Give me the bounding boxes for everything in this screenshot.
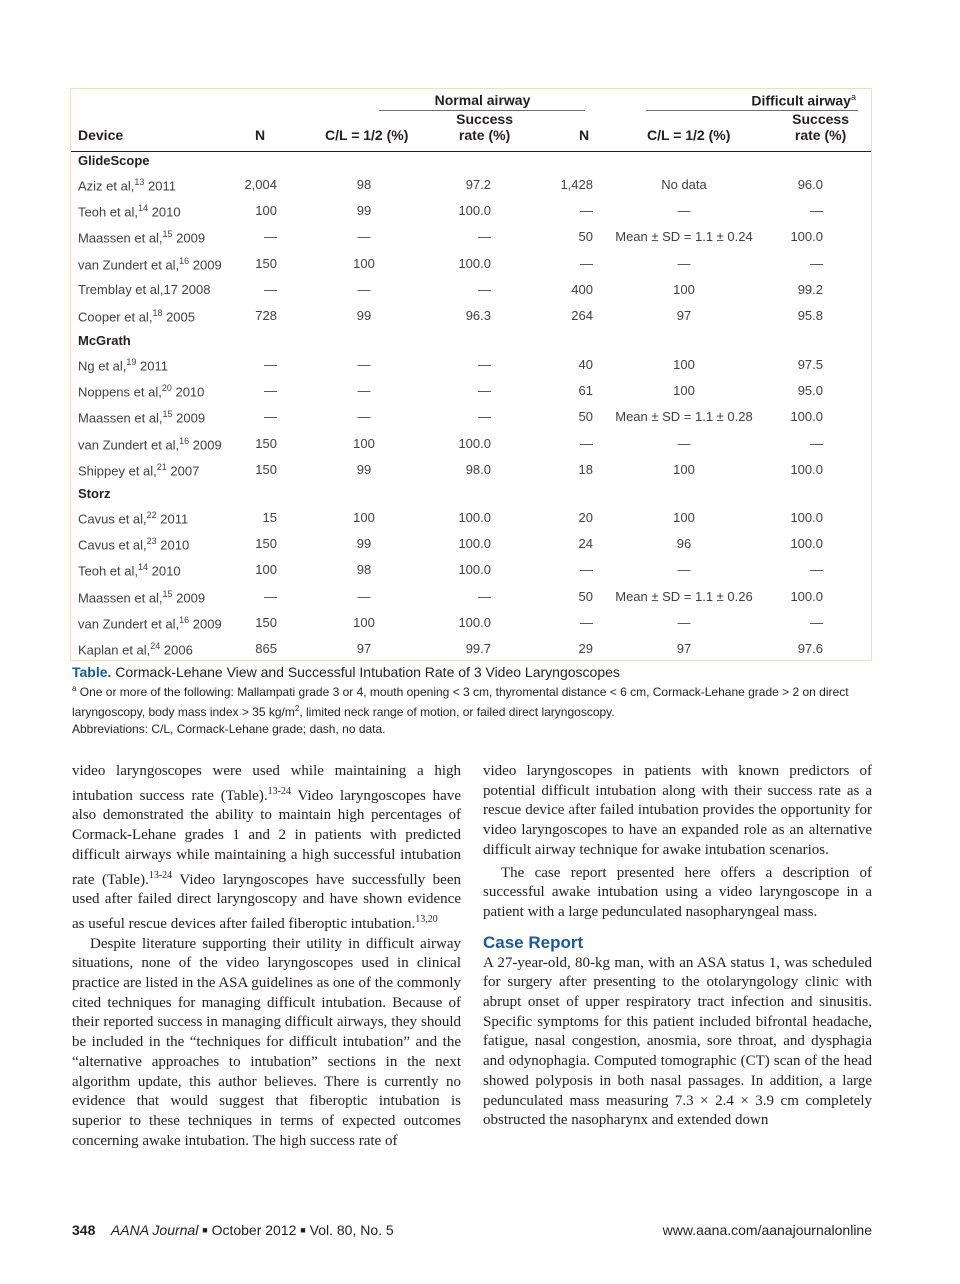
cell-success-difficult: 100.0 <box>790 461 823 477</box>
cell-n-difficult: 50 <box>578 229 593 245</box>
citation: 13-24 <box>148 869 173 881</box>
col-header-success-normal-l2: rate (%) <box>458 127 511 143</box>
cell-success-difficult: 95.8 <box>797 308 823 323</box>
col-header-success-difficult-l2: rate (%) <box>794 127 847 143</box>
cell-device <box>78 282 210 297</box>
device-year: 2007 <box>166 463 200 479</box>
col-header-cl-difficult: C/L = 1/2 (%) <box>647 127 731 143</box>
table-row <box>71 505 871 531</box>
footnote-text-1: One or more of the following: Mallampati grade 3 or 4, mouth opening < 3 cm, thyromental distance < 6 cm, Cormack-Lehane grade > 2 on direct laryngoscopy, body mass index > 35 kg/m <box>72 685 849 719</box>
cell-success-normal: — <box>478 588 491 604</box>
table-row <box>71 277 871 303</box>
cell-cl-normal: 99 <box>356 461 372 477</box>
cell-cl-difficult: 100 <box>673 461 695 477</box>
paragraph: video laryngoscopes in patients with known predictors of potential difficult intubation along with their success rate as a rescue device after failed intubation provides the opportunity for video laryngoscopes to have an expanded role as an alternative difficult airway technique for awake intubation scenarios. <box>483 763 872 858</box>
citation: 15 <box>162 409 173 420</box>
citation: 22 <box>146 510 157 520</box>
table-row <box>71 378 871 404</box>
cell-n-normal: — <box>264 588 277 604</box>
header-rule <box>71 151 871 152</box>
device-author: Maassen et al, <box>78 410 163 426</box>
device-year: 2011 <box>144 178 176 194</box>
cell-n-normal: 100 <box>255 203 277 219</box>
table-row <box>71 198 871 224</box>
cell-n-normal: 150 <box>255 255 277 271</box>
cell-cl-difficult: 100 <box>673 510 695 525</box>
table-row <box>71 610 871 636</box>
cell-n-difficult: 264 <box>571 308 593 323</box>
cell-cl-difficult: — <box>677 255 691 271</box>
cell-n-difficult: — <box>580 255 593 271</box>
section-label: Storz <box>78 486 111 501</box>
cell-success-difficult: — <box>810 203 823 219</box>
cell-success-difficult: — <box>810 435 823 451</box>
cell-success-normal: 100.0 <box>458 562 491 578</box>
citation: 24 <box>150 641 161 651</box>
table-caption <box>72 664 872 738</box>
col-header-device: Device <box>78 127 124 143</box>
cell-success-normal: 96.3 <box>465 308 491 323</box>
cell-n-normal: 150 <box>255 461 277 477</box>
table-row <box>71 431 871 457</box>
col-header-n-difficult: N <box>579 127 590 143</box>
paragraph <box>72 762 461 935</box>
device-author: Cavus et al, <box>78 511 147 527</box>
cell-cl-normal: 98 <box>356 177 372 192</box>
cell-success-difficult: — <box>810 255 823 271</box>
cell-cl-difficult: Mean ± SD = 1.1 ± 0.26 <box>615 588 753 604</box>
caption-abbreviations: Abbreviations: C/L, Cormack-Lehane grade; dash, no data. <box>72 722 386 736</box>
citation: 13-24 <box>267 785 291 797</box>
cell-success-difficult: 96.0 <box>797 177 823 192</box>
device-year: 2010 <box>171 384 205 400</box>
cell-n-normal: 100 <box>255 562 277 578</box>
device-year: 2009 <box>189 616 222 632</box>
device-author: Ng et al, <box>78 358 127 374</box>
cell-cl-difficult: Mean ± SD = 1.1 ± 0.24 <box>615 229 753 245</box>
caption-text: Cormack-Lehane View and Successful Intubation Rate of 3 Video Laryngoscopes <box>111 664 620 680</box>
section-heading-case-report: Case Report <box>483 932 584 952</box>
text-run: video laryngoscopes were used while maintaining a high intubation success rate (Table). <box>72 763 461 804</box>
cell-device <box>78 462 199 478</box>
table-row <box>71 352 871 378</box>
cell-cl-normal: — <box>357 588 371 604</box>
section-label: McGrath <box>78 333 131 348</box>
group-difficult-label: Difficult airway <box>751 92 851 109</box>
table-row <box>71 636 871 662</box>
cell-cl-normal: 99 <box>356 308 372 323</box>
device-year: 2010 <box>148 204 181 220</box>
cell-n-normal: 2,004 <box>244 177 277 192</box>
cell-success-difficult: 97.5 <box>797 357 823 372</box>
cell-success-normal: 100.0 <box>458 435 491 451</box>
cell-n-difficult: 29 <box>578 641 593 656</box>
device-year: 2011 <box>156 511 189 527</box>
device-author: Shippey et al, <box>78 463 157 479</box>
cell-success-normal: 100.0 <box>458 203 491 219</box>
cell-cl-difficult: 100 <box>673 357 695 372</box>
citation: 19 <box>126 357 137 367</box>
device-author: Noppens et al, <box>78 384 162 400</box>
cell-success-difficult: 100.0 <box>790 536 823 552</box>
footnote-text-2: , limited neck range of motion, or failed direct laryngoscopy. <box>299 704 615 719</box>
cell-n-difficult: 18 <box>578 461 593 477</box>
cell-device <box>78 562 181 578</box>
device-author: Aziz et al, <box>78 178 135 194</box>
citation: 21 <box>156 461 167 472</box>
footnote-superscript: 2 <box>294 703 300 713</box>
citation: 16 <box>179 435 190 446</box>
table-row <box>71 584 871 610</box>
cell-cl-difficult: Mean ± SD = 1.1 ± 0.28 <box>615 409 753 425</box>
table-row <box>71 457 871 483</box>
cell-n-difficult: 40 <box>578 357 593 372</box>
cell-success-normal: — <box>478 409 491 425</box>
cell-cl-normal: 99 <box>356 536 372 552</box>
journal-issue: October 2012 <box>211 1222 297 1238</box>
caption-title <box>72 664 872 680</box>
cell-n-difficult: 61 <box>578 383 593 399</box>
cell-device <box>78 383 204 399</box>
cell-cl-difficult: — <box>677 614 691 630</box>
cell-success-difficult: — <box>810 562 823 578</box>
cell-n-normal: 865 <box>255 641 277 656</box>
cell-device <box>78 536 189 552</box>
group-header-difficult-airway <box>646 92 856 109</box>
text-run: Video laryngoscopes have successfully been used after failed direct laryngoscopy and have shown evidence as useful rescue devices after failed fiberoptic intubation. <box>72 871 461 932</box>
device-year: 2006 <box>160 642 193 658</box>
cell-device <box>78 357 168 373</box>
citation: 23 <box>146 536 157 547</box>
text-run: Video laryngoscopes have also demonstrated the ability to maintain high percentages of Cormack-Lehane grades 1 and 2 in patients with predicted difficult airways while maintaining a high successful intubation rate (Table). <box>72 787 461 888</box>
cell-n-normal: — <box>264 357 277 372</box>
device-author: Kaplan et al, <box>78 642 151 658</box>
cell-device <box>78 203 181 219</box>
body-column-left <box>72 762 461 1151</box>
results-table <box>70 88 872 661</box>
cell-cl-difficult: No data <box>661 177 707 192</box>
device-year: 2009 <box>189 256 222 272</box>
device-author: Teoh et al, <box>78 563 138 579</box>
cell-device <box>78 436 222 452</box>
citation: 15 <box>162 229 173 240</box>
col-header-success-normal <box>456 111 513 143</box>
cell-n-normal: — <box>264 229 277 245</box>
cell-success-difficult: 100.0 <box>790 229 823 245</box>
cell-cl-normal: 100 <box>353 255 375 271</box>
caption-label: Table. <box>72 664 112 680</box>
cell-cl-normal: 97 <box>356 641 372 656</box>
cell-cl-normal: 100 <box>353 435 375 451</box>
cell-success-difficult: 97.6 <box>797 641 823 656</box>
footer-separator: ■ <box>300 1225 306 1235</box>
table-row <box>71 303 871 329</box>
journal-name: AANA Journal <box>110 1222 199 1238</box>
cell-device <box>78 641 193 657</box>
table-row <box>71 531 871 557</box>
body-column-right <box>483 762 872 1131</box>
device-year: 2009 <box>172 230 206 246</box>
cell-cl-normal: 98 <box>356 562 372 578</box>
citation: 18 <box>152 308 163 318</box>
cell-cl-normal: — <box>357 281 371 297</box>
paragraph: The case report presented here offers a description of successful awake intubation using a video laryngoscope in a patient with a large pedunculated nasopharyngeal mass. <box>483 864 872 920</box>
section-label: GlideScope <box>78 153 150 168</box>
table-row <box>71 557 871 583</box>
cell-n-normal: — <box>264 409 277 425</box>
cell-n-normal: 150 <box>255 614 277 630</box>
cell-success-normal: 100.0 <box>458 614 491 630</box>
cell-success-difficult: — <box>810 614 823 630</box>
col-header-success-difficult-l1: Success <box>792 111 849 127</box>
cell-cl-difficult: 96 <box>676 536 692 552</box>
cell-n-difficult: 50 <box>578 588 593 604</box>
citation: 20 <box>161 383 172 394</box>
cell-device <box>78 308 195 324</box>
cell-n-difficult: — <box>580 435 593 451</box>
cell-device <box>78 510 188 526</box>
table-row <box>71 404 871 430</box>
cell-n-normal: 150 <box>255 435 277 451</box>
cell-n-normal: 728 <box>255 308 277 323</box>
cell-success-normal: — <box>478 383 491 399</box>
cell-success-difficult: 95.0 <box>797 383 823 399</box>
device-author: Cooper et al, <box>78 309 153 325</box>
table-row <box>71 172 871 198</box>
cell-success-normal: 97.2 <box>465 177 491 192</box>
citation: 13 <box>134 177 145 187</box>
device-year: 2005 <box>162 309 195 325</box>
device-author: Maassen et al, <box>78 589 163 605</box>
col-header-cl-normal: C/L = 1/2 (%) <box>325 127 409 143</box>
device-year: 2011 <box>136 358 169 374</box>
table-row <box>71 224 871 250</box>
paragraph: A 27-year-old, 80-kg man, with an ASA status 1, was scheduled for surgery after presenting to the otolaryngology clinic with abrupt onset of upper respiratory tract infection and sinusitis. Specific symptoms for this patient included bifrontal headache, fatigue, nasal congestion, anosmia, sore throat, and dysphagia and odynophagia. Computed tomographic (CT) scan of the head showed polyposis in both nasal passages. In addition, a large pedunculated mass measuring 7.3 × 2.4 × 3.9 cm completely obstructed the nasopharynx and extended down <box>483 954 872 1129</box>
cell-cl-difficult: 97 <box>676 641 692 656</box>
cell-success-difficult: 100.0 <box>790 510 823 525</box>
cell-device <box>78 615 222 631</box>
citation: 14 <box>138 562 149 573</box>
group-header-normal-airway: Normal airway <box>434 92 531 108</box>
device-author: van Zundert et al, <box>78 436 180 452</box>
cell-cl-normal: — <box>357 229 371 245</box>
cell-success-normal: — <box>478 357 491 372</box>
device-year: 2009 <box>172 589 206 605</box>
cell-success-difficult: 100.0 <box>790 409 823 425</box>
page-number: 348 <box>72 1222 96 1238</box>
cell-n-normal: — <box>264 281 277 297</box>
cell-cl-normal: — <box>357 383 371 399</box>
device-author: Tremblay et al,17 2008 <box>78 281 211 297</box>
footnote-marker: a <box>72 684 77 693</box>
cell-success-normal: 100.0 <box>458 510 491 525</box>
cell-cl-normal: 100 <box>353 510 375 525</box>
cell-n-difficult: 20 <box>578 510 593 525</box>
cell-device <box>78 589 205 605</box>
device-year: 2009 <box>172 410 206 426</box>
cell-n-normal: 15 <box>262 510 277 525</box>
device-year: 2009 <box>189 436 222 452</box>
device-author: Cavus et al, <box>78 537 147 553</box>
cell-success-difficult: 100.0 <box>790 588 823 604</box>
cell-cl-difficult: 100 <box>673 383 695 399</box>
cell-success-normal: — <box>478 281 491 297</box>
cell-n-normal: 150 <box>255 536 277 552</box>
col-header-success-difficult <box>792 111 849 143</box>
cell-cl-normal: 100 <box>353 614 375 630</box>
device-author: Maassen et al, <box>78 230 163 246</box>
table-row <box>71 251 871 277</box>
group-difficult-footnote-marker: a <box>850 92 856 102</box>
cell-cl-difficult: 97 <box>676 308 692 323</box>
citation: 15 <box>162 588 173 599</box>
device-author: van Zundert et al, <box>78 256 180 272</box>
citation: 14 <box>138 203 149 214</box>
cell-n-difficult: 50 <box>578 409 593 425</box>
device-author: Teoh et al, <box>78 204 138 220</box>
cell-n-normal: — <box>264 383 277 399</box>
cell-success-normal: 99.7 <box>465 641 491 656</box>
cell-cl-difficult: — <box>677 435 691 451</box>
cell-cl-difficult: — <box>677 562 691 578</box>
cell-cl-normal: 99 <box>356 203 372 219</box>
cell-n-difficult: — <box>580 562 593 578</box>
journal-volume: Vol. 80, No. 5 <box>309 1222 394 1238</box>
cell-n-difficult: 400 <box>571 281 593 297</box>
device-author: van Zundert et al, <box>78 616 180 632</box>
footer-separator: ■ <box>202 1225 208 1235</box>
cell-device <box>78 409 205 425</box>
cell-device <box>78 256 222 272</box>
cell-n-difficult: 1,428 <box>560 177 593 192</box>
col-header-success-normal-l1: Success <box>456 111 513 127</box>
citation: 16 <box>179 255 190 266</box>
cell-n-difficult: — <box>580 614 593 630</box>
cell-cl-difficult: — <box>677 203 691 219</box>
cell-n-difficult: 24 <box>578 536 593 552</box>
cell-success-normal: 100.0 <box>458 536 491 552</box>
cell-success-normal: 100.0 <box>458 255 491 271</box>
citation: 13,20 <box>415 913 438 925</box>
cell-cl-difficult: 100 <box>673 281 695 297</box>
citation: 16 <box>179 614 190 625</box>
cell-n-difficult: — <box>580 203 593 219</box>
page-footer <box>72 1222 872 1238</box>
device-year: 2010 <box>148 563 181 579</box>
cell-device <box>78 229 205 245</box>
journal-url: www.aana.com/aanajournalonline <box>662 1222 872 1238</box>
caption-footnote <box>72 681 872 720</box>
paragraph: Despite literature supporting their utility in difficult airway situations, none of the video laryngoscopes used in clinical practice are listed in the ASA guidelines as one of the commonly cited techniques for managing difficult intubation. Because of their reported success in managing difficult airways, they should be included in the “techniques for difficult intubation” and the “alternative approaches to intubation” sections in the next algorithm update, this author believes. There is currently no evidence that would suggest that fiberoptic intubation is superior to these techniques in terms of expected outcomes concerning awake intubation. The high success rate of <box>72 935 461 1149</box>
cell-cl-normal: — <box>357 357 371 372</box>
cell-device <box>78 177 176 193</box>
device-year: 2010 <box>156 537 190 553</box>
cell-success-normal: — <box>478 229 491 245</box>
cell-cl-normal: — <box>357 409 371 425</box>
cell-success-normal: 98.0 <box>465 461 491 477</box>
col-header-n-normal: N <box>255 127 266 143</box>
cell-success-difficult: 99.2 <box>797 281 823 297</box>
